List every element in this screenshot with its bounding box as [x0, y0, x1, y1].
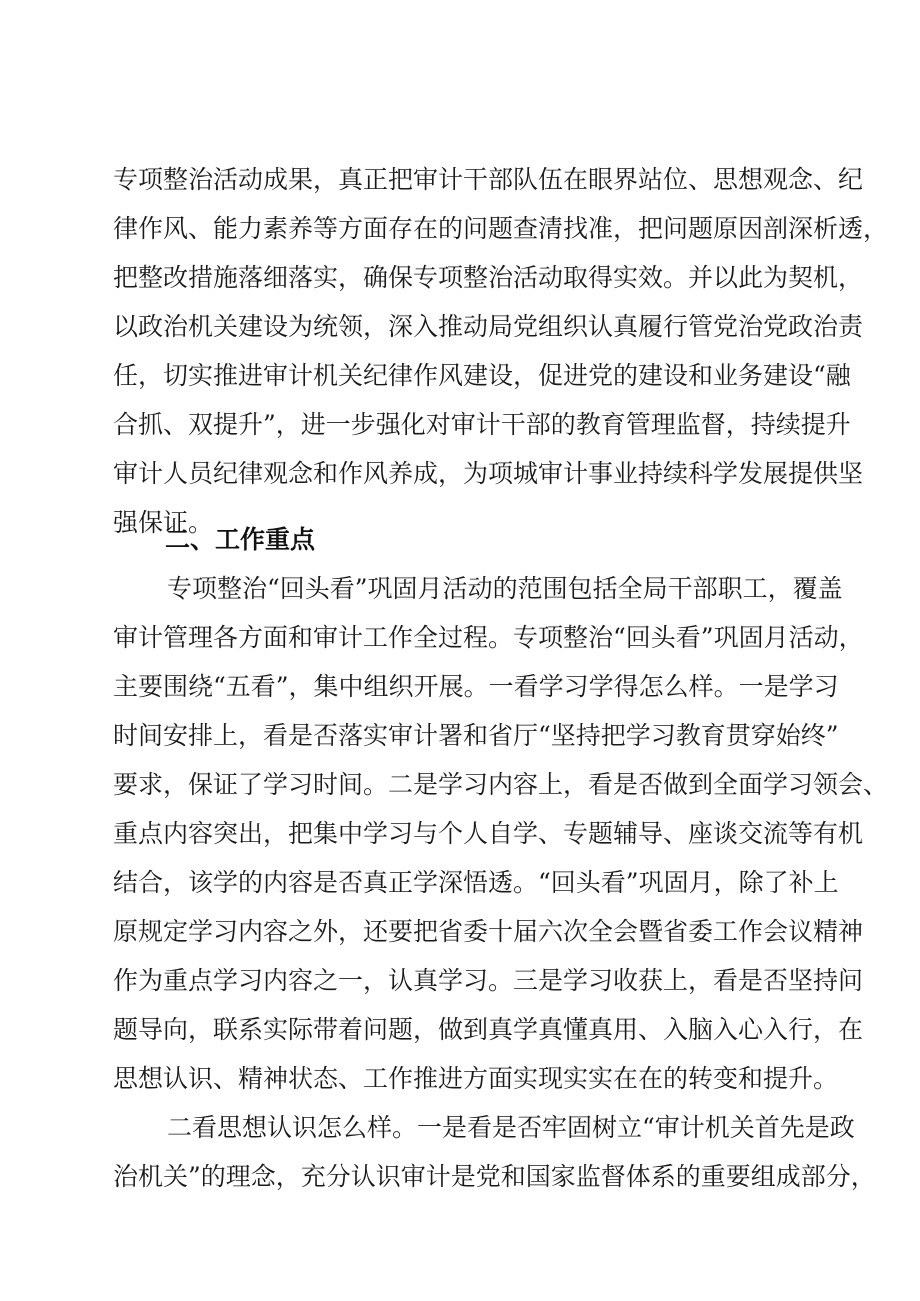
paragraph-second-look — [113, 1103, 876, 1201]
text-line: 二看思想认识怎么样。一是看是否牢固树立“审计机关首先是政 — [167, 1113, 855, 1142]
text-line: 把整改措施落细落实，确保专项整治活动取得实效。并以此为契机， — [113, 263, 864, 292]
text-line: 主要围绕“五看”，集中组织开展。一看学习学得怎么样。一是学习 — [113, 672, 839, 701]
text-line: 审计管理各方面和审计工作全过程。专项整治“回头看”巩固月活动， — [113, 623, 864, 652]
text-line: 作为重点学习内容之一，认真学习。三是学习收获上，看是否坚持问 — [113, 966, 864, 995]
text-line: 专项整治“回头看”巩固月活动的范围包括全局干部职工，覆盖 — [167, 574, 843, 603]
text-line: 强保证。 — [113, 508, 214, 537]
section-heading: 二、工作重点 — [165, 525, 316, 554]
text-line: 任，切实推进审计机关纪律作风建设，促进党的建设和业务建设“融 — [113, 361, 851, 390]
text-line: 律作风、能力素养等方面存在的问题查清找准，把问题原因剖深析透， — [113, 214, 889, 243]
text-line: 重点内容突出，把集中学习与个人自学、专题辅导、座谈交流等有机 — [113, 819, 864, 848]
text-line: 要求，保证了学习时间。二是学习内容上，看是否做到全面学习领会、 — [113, 770, 889, 799]
text-line: 结合，该学的内容是否真正学深悟透。“回头看”巩固月，除了补上 — [113, 868, 839, 897]
paragraph-work-focus — [113, 564, 889, 1103]
text-line: 原规定学习内容之外，还要把省委十届六次全会暨省委工作会议精神 — [113, 917, 864, 946]
text-line: 以政治机关建设为统领，深入推动局党组织认真履行管党治党政治责 — [113, 312, 864, 341]
text-line: 专项整治活动成果，真正把审计干部队伍在眼界站位、思想观念、纪 — [113, 165, 864, 194]
text-line: 时间安排上，看是否落实审计署和省厅“坚持把学习教育贯穿始终” — [113, 721, 839, 750]
text-line: 治机关”的理念，充分认识审计是党和国家监督体系的重要组成部分， — [113, 1162, 876, 1191]
text-line: 思想认识、精神状态、工作推进方面实现实实在在的转变和提升。 — [113, 1064, 839, 1093]
paragraph-intro — [113, 155, 889, 547]
text-line: 合抓、双提升”，进一步强化对审计干部的教育管理监督，持续提升 — [113, 410, 851, 439]
text-line: 题导向，联系实际带着问题，做到真学真懂真用、入脑入心入行，在 — [113, 1015, 864, 1044]
text-line: 审计人员纪律观念和作风养成，为项城审计事业持续科学发展提供坚 — [113, 459, 864, 488]
